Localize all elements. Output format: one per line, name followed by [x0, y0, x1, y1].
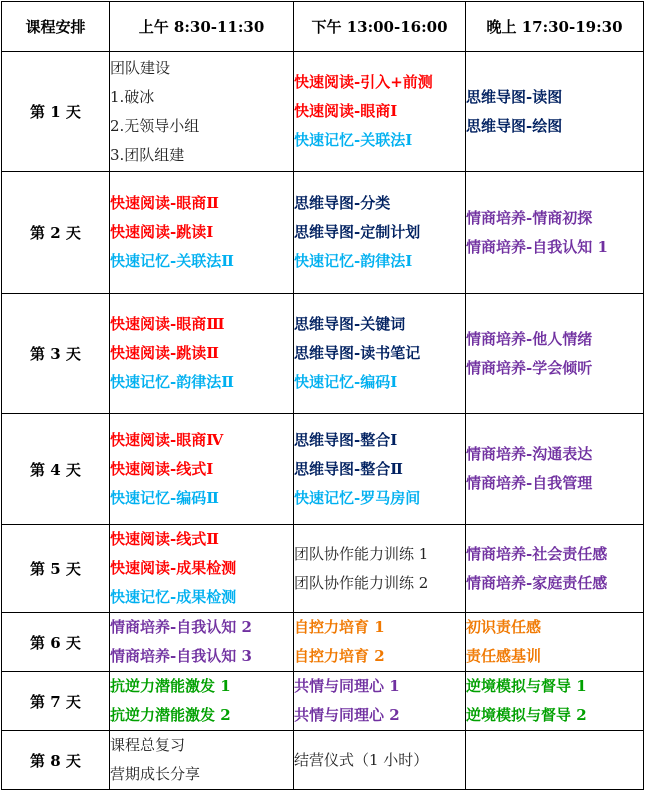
day-row [2, 525, 644, 613]
session-item: 逆境模拟与督导 1 [466, 677, 587, 695]
day-label: 第 3 天 [2, 294, 110, 414]
morning-cell [110, 525, 294, 613]
day-row [2, 731, 644, 790]
session-item: 快速阅读-眼商Ⅳ [110, 430, 224, 449]
afternoon-cell [294, 672, 466, 731]
session-item: 思维导图-读书笔记 [294, 344, 421, 362]
session-item: 营期成长分享 [110, 765, 201, 783]
session-item: 情商培养-社会责任感 [466, 544, 608, 563]
schedule-table [1, 1, 644, 790]
session-item: 快速记忆-韵律法Ⅱ [110, 373, 234, 391]
session-item: 快速记忆-成果检测 [110, 588, 237, 606]
afternoon-cell [294, 731, 466, 790]
afternoon-cell [294, 294, 466, 414]
day-row [2, 52, 644, 172]
session-item: 快速阅读-线式Ⅰ [110, 459, 214, 478]
afternoon-cell [294, 52, 466, 172]
morning-cell [110, 294, 294, 414]
day-label: 第 5 天 [2, 525, 110, 613]
evening-cell [466, 525, 644, 613]
header-row [2, 2, 644, 52]
session-item: 快速记忆-韵律法Ⅰ [294, 252, 413, 270]
afternoon-cell [294, 613, 466, 672]
morning-cell [110, 731, 294, 790]
header-afternoon: 下午 13:00-16:00 [294, 2, 466, 52]
morning-cell [110, 52, 294, 172]
evening-cell [466, 731, 644, 790]
session-item: 共情与同理心 1 [294, 677, 400, 695]
session-item: 抗逆力潜能激发 2 [110, 706, 231, 724]
day-label: 第 8 天 [2, 731, 110, 790]
morning-cell [110, 672, 294, 731]
session-item: 情商培养-他人情绪 [466, 329, 593, 348]
session-item: 逆境模拟与督导 2 [466, 706, 587, 724]
session-item: 快速记忆-编码Ⅱ [110, 488, 219, 507]
morning-cell [110, 613, 294, 672]
session-item: 抗逆力潜能激发 1 [110, 677, 231, 695]
afternoon-cell [294, 414, 466, 525]
day-row [2, 294, 644, 414]
day-label: 第 4 天 [2, 414, 110, 525]
session-item: 快速记忆-编码Ⅰ [294, 373, 398, 391]
session-item: 快速记忆-关联法Ⅱ [110, 252, 234, 270]
session-item: 思维导图-定制计划 [294, 223, 421, 241]
session-item: 思维导图-绘图 [466, 116, 563, 135]
session-item: 快速阅读-引入+前测 [294, 73, 433, 91]
session-item: 课程总复习 [110, 736, 186, 754]
session-item: 团队建设 [110, 58, 171, 77]
session-item: 情商培养-家庭责任感 [466, 573, 608, 592]
header-evening: 晚上 17:30-19:30 [466, 2, 644, 52]
afternoon-cell [294, 525, 466, 613]
header-morning: 上午 8:30-11:30 [110, 2, 294, 52]
afternoon-cell [294, 172, 466, 294]
session-item: 结营仪式（1 小时） [294, 750, 429, 769]
evening-cell [466, 52, 644, 172]
session-item: 快速阅读-眼商Ⅱ [110, 194, 219, 212]
day-row [2, 613, 644, 672]
day-label: 第 1 天 [2, 52, 110, 172]
session-item: 情商培养-沟通表达 [466, 445, 593, 463]
evening-cell [466, 613, 644, 672]
evening-cell [466, 294, 644, 414]
session-item: 团队协作能力训练 1 [294, 544, 429, 563]
session-item: 情商培养-自我认知 3 [110, 647, 252, 665]
session-item: 情商培养-学会倾听 [466, 358, 593, 377]
evening-cell [466, 414, 644, 525]
session-item: 快速阅读-眼商Ⅰ [294, 102, 398, 120]
session-item: 快速记忆-罗马房间 [294, 488, 421, 507]
session-item: 自控力培育 1 [294, 618, 385, 636]
session-item: 1.破冰 [110, 87, 155, 106]
session-item: 共情与同理心 2 [294, 706, 400, 724]
evening-cell [466, 172, 644, 294]
session-item: 快速记忆-关联法Ⅰ [294, 131, 413, 149]
session-item: 思维导图-读图 [466, 87, 563, 106]
session-item: 情商培养-情商初探 [466, 208, 593, 227]
session-item: 思维导图-整合Ⅰ [294, 430, 398, 449]
session-item: 责任感基训 [466, 647, 542, 665]
session-item: 快速阅读-眼商Ⅲ [110, 315, 225, 333]
day-row [2, 172, 644, 294]
session-item: 快速阅读-线式Ⅱ [110, 530, 219, 548]
session-item: 团队协作能力训练 2 [294, 573, 429, 592]
evening-cell [466, 672, 644, 731]
session-item: 思维导图-关键词 [294, 315, 406, 333]
session-item: 3.团队组建 [110, 145, 185, 164]
session-item: 自控力培育 2 [294, 647, 385, 665]
day-label: 第 6 天 [2, 613, 110, 672]
day-label: 第 7 天 [2, 672, 110, 731]
session-item: 情商培养-自我管理 [466, 474, 593, 492]
session-item: 2.无领导小组 [110, 116, 200, 135]
day-row [2, 672, 644, 731]
header-corner: 课程安排 [2, 2, 110, 52]
session-item: 思维导图-分类 [294, 194, 391, 212]
session-item: 快速阅读-跳读Ⅱ [110, 344, 219, 362]
morning-cell [110, 414, 294, 525]
day-label: 第 2 天 [2, 172, 110, 294]
session-item: 思维导图-整合Ⅱ [294, 459, 403, 478]
day-row [2, 414, 644, 525]
session-item: 初识责任感 [466, 618, 542, 636]
session-item: 快速阅读-成果检测 [110, 559, 237, 577]
session-item: 情商培养-自我认知 1 [466, 237, 608, 256]
session-item: 情商培养-自我认知 2 [110, 618, 252, 636]
morning-cell [110, 172, 294, 294]
session-item: 快速阅读-跳读Ⅰ [110, 223, 214, 241]
